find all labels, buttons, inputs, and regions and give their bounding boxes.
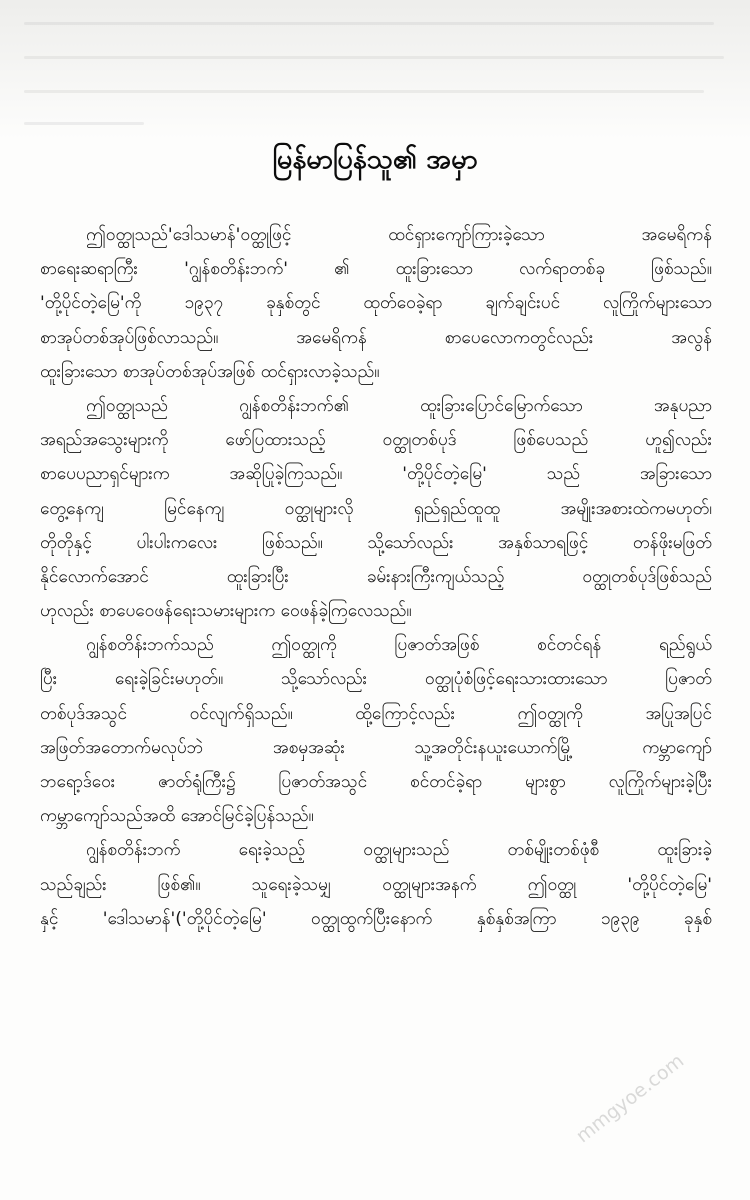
paragraph bbox=[40, 628, 712, 833]
text-line: ထူးခြားသော စာအုပ်တစ်အုပ်အဖြစ် ထင်ရှားလာခဲ့သည်။ bbox=[40, 361, 380, 382]
text-line: သည်ချည်း ဖြစ်၏။ သူရေးခဲ့သမျှ ဝတ္ထုများအနက် ဤဝတ္ထု 'တို့ပိုင်တဲ့မြေ' bbox=[40, 874, 712, 895]
text-line: စာအုပ်တစ်အုပ်ဖြစ်လာသည်။ အမေရိကန် စာပေလောကတွင်လည်း အလွန် bbox=[40, 327, 712, 348]
text-line: ကမ္ဘာကျော်သည်အထိ အောင်မြင်ခဲ့ပြန်သည်။ bbox=[40, 806, 314, 827]
faint-line bbox=[24, 90, 704, 93]
page-body bbox=[40, 218, 712, 936]
text-line: ဂျွန်စတိန်းဘက် ရေးခဲ့သည့် ဝတ္ထုများသည် တစ်မျိုးတစ်ဖုံစီ ထူးခြားခဲ့ bbox=[86, 840, 712, 861]
text-line: အရည်အသွေးများကို ဖော်ပြထားသည့် ဝတ္ထုတစ်ပုဒ် ဖြစ်ပေသည် ဟူ၍လည်း bbox=[40, 430, 712, 451]
text-line: တစ်ပုဒ်အသွင် ဝင်လျက်ရှိသည်။ ထို့ကြောင့်လည်း ဤဝတ္ထုကို အပြုအပြင် bbox=[40, 703, 712, 724]
text-line: စာရေးဆရာကြီး 'ဂျွန်စတိန်းဘက်' ၏ ထူးခြားသော လက်ရာတစ်ခု ဖြစ်သည်။ bbox=[40, 259, 712, 280]
site-watermark: mmgyoe.com bbox=[572, 1049, 689, 1148]
paragraph bbox=[40, 218, 712, 389]
page-title: မြန်မာပြန်သူ၏ အမှာ bbox=[272, 144, 478, 175]
paragraph bbox=[40, 389, 712, 628]
faint-line bbox=[24, 122, 144, 125]
text-line: အဖြတ်အတောက်မလုပ်ဘဲ အစမှအဆုံး သူ့အတိုင်းနယူးယောက်မြို့ ကမ္ဘာကျော် bbox=[40, 737, 712, 758]
text-line: ဂျွန်စတိန်းဘက်သည် ဤဝတ္ထုကို ပြဇာတ်အဖြစ် စင်တင်ရန် ရည်ရွယ် bbox=[86, 635, 712, 656]
text-line: 'တို့ပိုင်တဲ့မြေ'ကို ၁၉၃၇ ခုနှစ်တွင် ထုတ်ဝေခဲ့ရာ ချက်ချင်းပင် လူကြိုက်များသော bbox=[40, 293, 712, 314]
text-line: တိုတိုနှင့် ပါးပါးကလေး ဖြစ်သည်။ သို့သော်လည်း အနှစ်သာရဖြင့် တန်ဖိုးမဖြတ် bbox=[40, 532, 712, 553]
text-line: တွေ့နေကျ မြင်နေကျ ဝတ္ထုများလို ရှည်ရှည်ထူထူ အမျိုးအစားထဲကမဟုတ်၊ bbox=[40, 498, 712, 519]
paragraph bbox=[40, 833, 712, 936]
text-line: နိုင်လောက်အောင် ထူးခြားပြီး ခမ်းနားကြီးကျယ်သည့် ဝတ္ထုတစ်ပုဒ်ဖြစ်သည် bbox=[40, 566, 712, 587]
previous-page-bleed-through bbox=[0, 0, 750, 140]
text-line: ပြီး ရေးခဲ့ခြင်းမဟုတ်။ သို့သော်လည်း ဝတ္ထုပုံစံဖြင့်ရေးသားထားသော ပြဇာတ် bbox=[40, 669, 712, 690]
text-line: ဤဝတ္ထုသည် ဂျွန်စတိန်းဘက်၏ ထူးခြားပြောင်မြောက်သော အနုပညာ bbox=[86, 395, 712, 416]
text-line: ဘရော့ဒ်ဝေး ဇာတ်ရုံကြီး၌ ပြဇာတ်အသွင် စင်တင်ခဲ့ရာ များစွာ လူကြိုက်များခဲ့ပြီး bbox=[40, 772, 712, 792]
faint-line bbox=[24, 56, 724, 59]
faint-line bbox=[24, 22, 714, 25]
text-line: စာပေပညာရှင်များက အဆိုပြုခဲ့ကြသည်။ 'တို့ပိုင်တဲ့မြေ' သည် အခြားသော bbox=[40, 464, 712, 485]
text-line: ဤဝတ္ထုသည်'ဒေါသမာန်'ဝတ္ထုဖြင့် ထင်ရှားကျော်ကြားခဲ့သော အမေရိကန် bbox=[86, 225, 712, 245]
text-line: နှင့် 'ဒေါသမာန်'('တို့ပိုင်တဲ့မြေ' ဝတ္ထုထွက်ပြီးနောက် နှစ်နှစ်အကြာ ၁၉၃၉ ခုနှစ် bbox=[40, 908, 712, 929]
text-line: ဟုလည်း စာပေဝေဖန်ရေးသမားများက ဝေဖန်ခဲ့ကြလေသည်။ bbox=[40, 601, 412, 622]
